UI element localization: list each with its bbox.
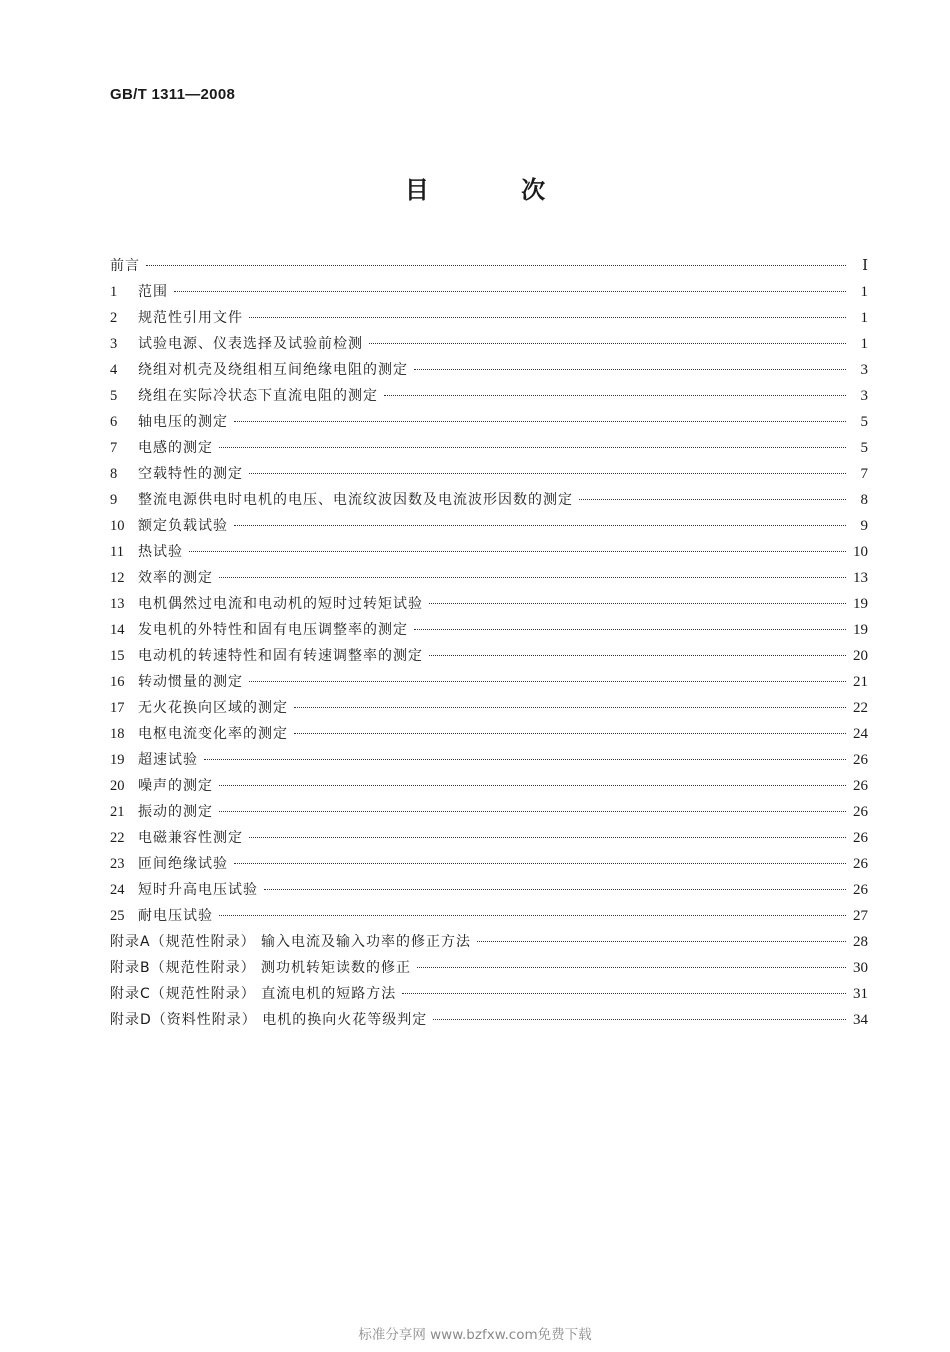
toc-entry-number: 15 [110, 648, 125, 664]
toc-entry-page: 1 [860, 336, 868, 352]
toc-entry-page: 30 [853, 960, 868, 976]
toc-entry-number: 3 [110, 336, 118, 352]
toc-entry[interactable] [110, 981, 868, 1007]
toc-entry-title: 短时升高电压试验 [138, 882, 258, 898]
toc-entry-number: 18 [110, 726, 125, 742]
table-of-contents [110, 253, 868, 1033]
toc-entry[interactable] [110, 747, 868, 773]
toc-entry-page: 5 [860, 440, 868, 456]
toc-entry-title: 电枢电流变化率的测定 [138, 726, 288, 742]
toc-entry-number: 8 [110, 466, 118, 482]
toc-entry-title: 附录A（规范性附录） 输入电流及输入功率的修正方法 [110, 934, 472, 950]
toc-dot-leader [189, 551, 846, 552]
toc-entry[interactable] [110, 851, 868, 877]
toc-entry-number: 20 [110, 778, 125, 794]
toc-dot-leader [414, 369, 846, 370]
toc-entry-number: 16 [110, 674, 125, 690]
toc-entry-title: 超速试验 [138, 752, 198, 768]
toc-dot-leader [219, 785, 846, 786]
toc-entry-title: 转动惯量的测定 [138, 674, 243, 690]
toc-dot-leader [429, 655, 846, 656]
toc-entry[interactable] [110, 565, 868, 591]
toc-entry-title: 附录C（规范性附录） 直流电机的短路方法 [110, 986, 397, 1002]
toc-entry-page: 24 [853, 726, 868, 742]
toc-entry-title: 规范性引用文件 [138, 310, 243, 326]
toc-entry[interactable] [110, 591, 868, 617]
toc-dot-leader [249, 837, 846, 838]
toc-dot-leader [249, 681, 846, 682]
toc-entry[interactable] [110, 357, 868, 383]
toc-entry-title: 轴电压的测定 [138, 414, 228, 430]
toc-entry-page: 9 [860, 518, 868, 534]
toc-entry-page: 3 [860, 362, 868, 378]
toc-entry-page: 26 [853, 804, 868, 820]
toc-entry-number: 14 [110, 622, 125, 638]
toc-dot-leader [234, 421, 846, 422]
toc-entry[interactable] [110, 539, 868, 565]
page-title: 目 次 [404, 176, 588, 204]
toc-entry-title: 噪声的测定 [138, 778, 213, 794]
toc-entry-number: 5 [110, 388, 118, 404]
toc-entry-number: 4 [110, 362, 118, 378]
toc-entry-page: 26 [853, 882, 868, 898]
toc-dot-leader [219, 447, 846, 448]
toc-entry-number: 2 [110, 310, 118, 326]
toc-entry-title: 空载特性的测定 [138, 466, 243, 482]
toc-dot-leader [234, 525, 846, 526]
toc-entry-number: 6 [110, 414, 118, 430]
toc-entry-title: 电磁兼容性测定 [138, 830, 243, 846]
toc-entry-title: 试验电源、仪表选择及试验前检测 [138, 336, 363, 352]
toc-entry[interactable] [110, 929, 868, 955]
toc-entry-number: 11 [110, 544, 124, 560]
toc-dot-leader [477, 941, 846, 942]
toc-entry[interactable] [110, 331, 868, 357]
toc-entry-page: 20 [853, 648, 868, 664]
toc-entry[interactable] [110, 955, 868, 981]
toc-entry[interactable] [110, 461, 868, 487]
toc-entry-title: 额定负载试验 [138, 518, 228, 534]
toc-entry-title: 范围 [138, 284, 168, 300]
toc-entry-title: 耐电压试验 [138, 908, 213, 924]
toc-entry-page: 26 [853, 856, 868, 872]
toc-entry[interactable] [110, 383, 868, 409]
toc-entry-page: 22 [853, 700, 868, 716]
toc-entry-title: 绕组对机壳及绕组相互间绝缘电阻的测定 [138, 362, 408, 378]
toc-dot-leader [204, 759, 846, 760]
toc-entry-page: 10 [853, 544, 868, 560]
toc-dot-leader [294, 707, 846, 708]
toc-entry-number: 22 [110, 830, 125, 846]
toc-entry-page: 19 [853, 596, 868, 612]
toc-entry-title: 附录D（资料性附录） 电机的换向火花等级判定 [110, 1012, 428, 1028]
toc-entry-number: 21 [110, 804, 125, 820]
toc-entry-title: 电感的测定 [138, 440, 213, 456]
toc-entry[interactable] [110, 773, 868, 799]
toc-entry-number: 9 [110, 492, 118, 508]
toc-entry-title: 效率的测定 [138, 570, 213, 586]
toc-entry[interactable] [110, 617, 868, 643]
toc-entry-page: 7 [860, 466, 868, 482]
toc-dot-leader [402, 993, 846, 994]
toc-entry-title: 匝间绝缘试验 [138, 856, 228, 872]
toc-entry-title: 无火花换向区域的测定 [138, 700, 288, 716]
toc-entry[interactable] [110, 825, 868, 851]
toc-entry[interactable] [110, 721, 868, 747]
toc-dot-leader [249, 317, 846, 318]
toc-entry[interactable] [110, 695, 868, 721]
toc-entry-title: 热试验 [138, 544, 183, 560]
toc-dot-leader [414, 629, 846, 630]
toc-entry-title: 振动的测定 [138, 804, 213, 820]
toc-entry[interactable] [110, 1007, 868, 1033]
toc-entry-title: 整流电源供电时电机的电压、电流纹波因数及电流波形因数的测定 [138, 492, 573, 508]
toc-dot-leader [219, 811, 846, 812]
toc-entry[interactable] [110, 799, 868, 825]
toc-entry-page: Ⅰ [862, 258, 868, 274]
toc-entry-page: 27 [853, 908, 868, 924]
toc-entry-page: 3 [860, 388, 868, 404]
toc-dot-leader [429, 603, 846, 604]
standard-code: GB/T 1311—2008 [110, 86, 236, 103]
toc-entry-page: 21 [853, 674, 868, 690]
toc-entry[interactable] [110, 409, 868, 435]
toc-entry-page: 13 [853, 570, 868, 586]
toc-dot-leader [369, 343, 846, 344]
toc-entry-title: 发电机的外特性和固有电压调整率的测定 [138, 622, 408, 638]
toc-entry-title: 前言 [110, 258, 140, 274]
toc-dot-leader [146, 265, 846, 266]
toc-entry-number: 25 [110, 908, 125, 924]
toc-entry-number: 7 [110, 440, 118, 456]
toc-entry-number: 1 [110, 284, 118, 300]
toc-entry-page: 26 [853, 752, 868, 768]
toc-entry[interactable] [110, 305, 868, 331]
toc-entry-number: 24 [110, 882, 125, 898]
toc-dot-leader [219, 915, 846, 916]
toc-dot-leader [384, 395, 846, 396]
toc-entry-page: 1 [860, 310, 868, 326]
toc-entry-page: 5 [860, 414, 868, 430]
toc-dot-leader [264, 889, 846, 890]
toc-entry-number: 10 [110, 518, 125, 534]
toc-entry-number: 12 [110, 570, 125, 586]
toc-entry[interactable] [110, 435, 868, 461]
toc-entry[interactable] [110, 513, 868, 539]
toc-entry-page: 1 [860, 284, 868, 300]
footer-watermark: 标准分享网 www.bzfxw.com免费下载 [358, 1327, 592, 1343]
toc-dot-leader [234, 863, 846, 864]
toc-dot-leader [433, 1019, 846, 1020]
toc-entry-page: 26 [853, 830, 868, 846]
toc-entry-page: 8 [860, 492, 868, 508]
toc-entry-number: 23 [110, 856, 125, 872]
toc-dot-leader [417, 967, 846, 968]
toc-dot-leader [294, 733, 846, 734]
toc-entry[interactable] [110, 253, 868, 279]
toc-entry-number: 19 [110, 752, 125, 768]
toc-entry[interactable] [110, 643, 868, 669]
toc-entry-page: 19 [853, 622, 868, 638]
toc-entry-page: 31 [853, 986, 868, 1002]
toc-dot-leader [579, 499, 846, 500]
toc-entry-page: 26 [853, 778, 868, 794]
toc-entry[interactable] [110, 279, 868, 305]
toc-entry-number: 17 [110, 700, 125, 716]
toc-entry-number: 13 [110, 596, 125, 612]
toc-entry-page: 34 [853, 1012, 868, 1028]
toc-entry-title: 电动机的转速特性和固有转速调整率的测定 [138, 648, 423, 664]
toc-entry[interactable] [110, 877, 868, 903]
toc-dot-leader [219, 577, 846, 578]
toc-entry-title: 附录B（规范性附录） 测功机转矩读数的修正 [110, 960, 412, 976]
toc-entry[interactable] [110, 903, 868, 929]
toc-entry-title: 绕组在实际冷状态下直流电阻的测定 [138, 388, 378, 404]
toc-dot-leader [249, 473, 846, 474]
toc-entry[interactable] [110, 487, 868, 513]
toc-entry[interactable] [110, 669, 868, 695]
toc-entry-title: 电机偶然过电流和电动机的短时过转矩试验 [138, 596, 423, 612]
toc-dot-leader [174, 291, 846, 292]
toc-entry-page: 28 [853, 934, 868, 950]
